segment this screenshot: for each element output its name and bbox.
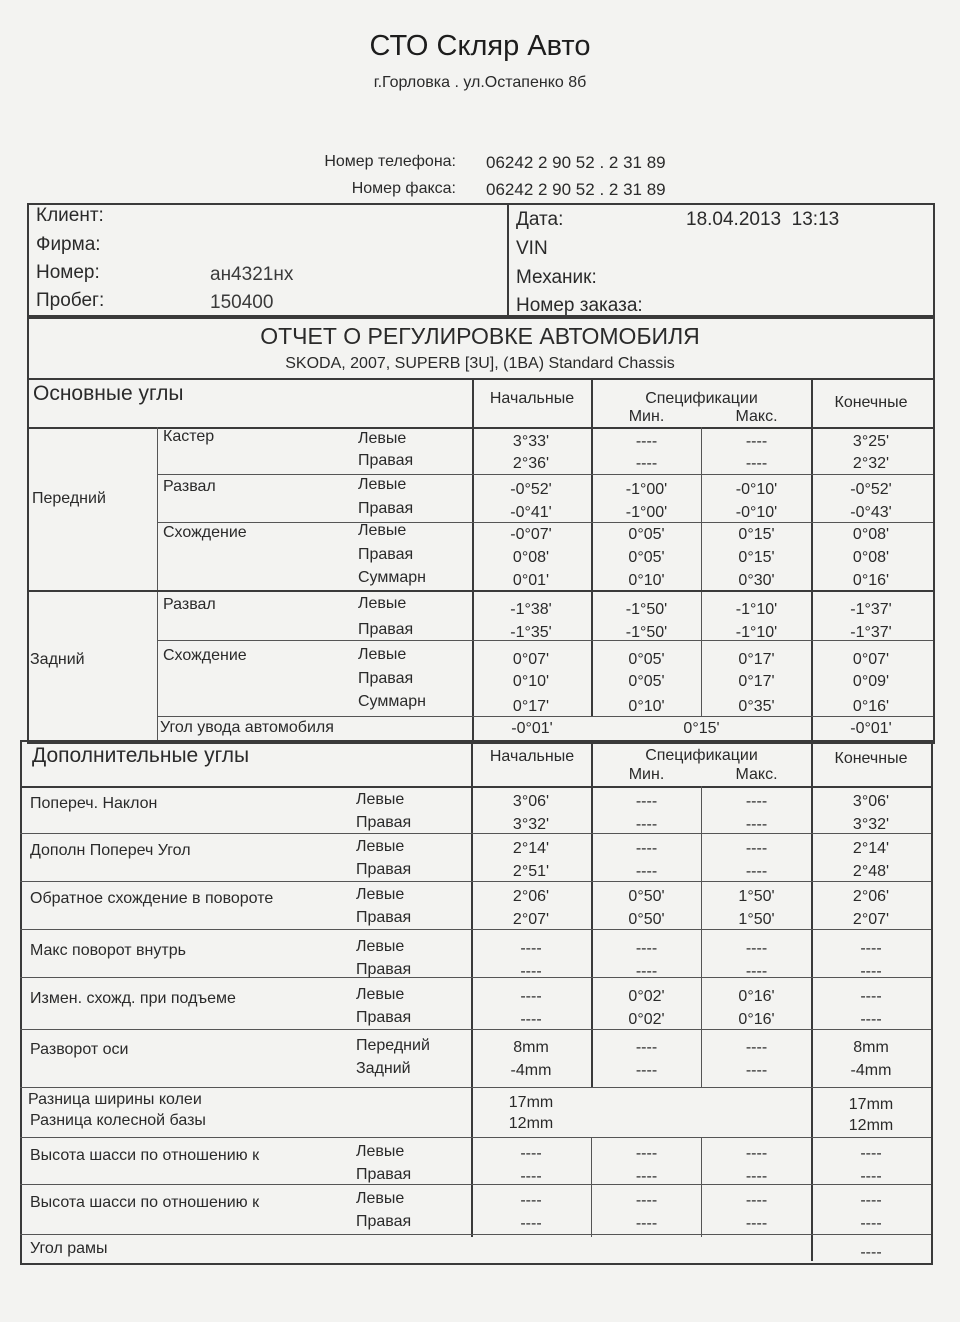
main-value-min: ---- (635, 433, 658, 450)
col-specs-header: Спецификации (645, 747, 758, 764)
date-value: 18.04.2013 13:13 (686, 209, 840, 230)
extra-value-final: ---- (860, 988, 882, 1005)
extra-value-initial: ---- (520, 1011, 542, 1028)
main-value-min: -1°50' (625, 624, 668, 641)
extra-value-final: ---- (860, 1145, 882, 1162)
side-right: Правая (358, 500, 414, 517)
toe-rear-label: Схождение (163, 647, 247, 664)
side-right: Правая (358, 546, 414, 563)
extra-value-min: ---- (635, 793, 658, 810)
main-value-min: ---- (635, 455, 658, 472)
extra-value-final: ---- (860, 940, 882, 957)
extra-value-initial: ---- (520, 1145, 542, 1162)
main-value-initial: 0°07' (512, 651, 550, 668)
side-right: Правая (356, 909, 412, 926)
extra-value-max: ---- (745, 816, 768, 833)
extra-section-title: Дополнительные углы (32, 744, 250, 767)
main-value-min: 0°10' (628, 572, 665, 589)
thrust-final: -0°01' (850, 720, 892, 737)
extra-group-label: Обратное схождение в повороте (30, 890, 274, 907)
main-value-min: -1°00' (625, 481, 668, 498)
col-final-header: Конечные (834, 394, 908, 411)
extra-value-initial: ---- (520, 963, 542, 980)
main-value-min: -1°00' (625, 504, 668, 521)
extra-value-final: ---- (860, 1215, 882, 1232)
extra-value-min: 0°50' (628, 888, 665, 905)
extra-value-initial: ---- (520, 1215, 542, 1232)
extra-value-initial: -4mm (510, 1062, 552, 1079)
extra-value-max: ---- (745, 1215, 768, 1232)
extra-value-final: 3°32' (852, 816, 890, 833)
main-value-initial: -1°38' (510, 601, 552, 618)
extra-value-min: 0°02' (628, 1011, 665, 1028)
extra-value-initial: ---- (520, 1192, 542, 1209)
extra-value-max: ---- (745, 1168, 768, 1185)
main-value-min: 0°10' (628, 698, 665, 715)
extra-value-initial: 8mm (513, 1039, 549, 1056)
extra-value-max: ---- (745, 840, 768, 857)
side-left: Левые (356, 1190, 405, 1207)
client-label: Клиент: (36, 205, 104, 226)
extra-group-label: Измен. схожд. при подъеме (30, 990, 236, 1007)
side-right: Правая (356, 961, 412, 978)
extra-value-max: 0°16' (738, 1011, 775, 1028)
extra-row-line (20, 1137, 931, 1138)
extra-value-max: ---- (745, 863, 768, 880)
main-value-final: -0°43' (850, 504, 892, 521)
main-value-initial: 0°17' (512, 698, 550, 715)
extra-value-min: ---- (635, 1215, 658, 1232)
track-final: 17mm (848, 1096, 894, 1113)
firm-label: Фирма: (36, 234, 101, 255)
main-value-final: 0°08' (852, 549, 890, 566)
side-rear: Задний (356, 1060, 411, 1077)
main-value-min: 0°05' (628, 549, 665, 566)
thrust-angle-label: Угол увода автомобиля (160, 719, 334, 736)
extra-group-label: Попереч. Наклон (30, 795, 158, 812)
extra-value-min: ---- (635, 840, 658, 857)
extra-value-final: ---- (860, 1192, 882, 1209)
main-value-final: -0°52' (850, 481, 892, 498)
extra-value-max: ---- (745, 963, 768, 980)
main-value-final: 0°09' (852, 673, 890, 690)
extra-value-min: 0°50' (628, 911, 665, 928)
mechanic-label: Механик: (516, 267, 597, 288)
thrust-initial: -0°01' (511, 720, 553, 737)
wheelbase-final: 12mm (848, 1117, 894, 1134)
wheelbase-initial: 12mm (508, 1115, 554, 1132)
extra-group-label: Дополн Попереч Угол (30, 842, 191, 859)
main-value-max: 0°15' (738, 526, 775, 543)
extra-group-label: Разворот оси (30, 1041, 129, 1058)
main-value-final: 3°25' (852, 433, 890, 450)
side-right: Правая (358, 670, 414, 687)
extra-value-initial: 2°06' (512, 888, 550, 905)
main-value-final: 2°32' (852, 455, 890, 472)
side-right: Правая (356, 1009, 412, 1026)
side-right: Правая (356, 1213, 412, 1230)
main-value-min: -1°50' (625, 601, 668, 618)
thrust-spec: 0°15' (683, 720, 720, 737)
side-total: Суммарн (358, 569, 427, 586)
extra-group-label: Макс поворот внутрь (30, 942, 186, 959)
extra-value-initial: ---- (520, 988, 542, 1005)
extra-value-min: ---- (635, 963, 658, 980)
row-line-caster (157, 474, 933, 475)
extra-value-initial: 3°06' (512, 793, 550, 810)
main-value-max: -1°10' (735, 624, 778, 641)
col-specs-header: Спецификации (645, 390, 758, 407)
main-value-initial: -0°41' (510, 504, 552, 521)
extra-value-final: ---- (860, 963, 882, 980)
extra-value-max: ---- (745, 1145, 768, 1162)
main-value-max: -1°10' (735, 601, 778, 618)
caster-label: Кастер (163, 428, 215, 445)
fax-label: Номер факса: (351, 180, 456, 197)
extra-value-final: 2°14' (852, 840, 890, 857)
frame-angle-final: ---- (860, 1244, 882, 1261)
side-right: Правая (358, 621, 414, 638)
plate-label: Номер: (36, 262, 100, 283)
col-max-header: Макс. (735, 408, 778, 425)
extra-value-min: ---- (635, 1192, 658, 1209)
plate-value: ан4321нх (210, 264, 294, 285)
side-left: Левые (356, 1143, 405, 1160)
main-value-final: 0°16' (852, 698, 890, 715)
col-min-header: Мин. (628, 766, 665, 783)
col-max-header: Макс. (735, 766, 778, 783)
extra-value-initial: ---- (520, 940, 542, 957)
fax-value: 06242 2 90 52 . 2 31 89 (486, 180, 666, 199)
main-value-max: -0°10' (735, 481, 778, 498)
extra-value-max: ---- (745, 1062, 768, 1079)
vin-label: VIN (516, 238, 548, 259)
extra-value-min: 0°02' (628, 988, 665, 1005)
extra-value-max: ---- (745, 940, 768, 957)
company-name: СТО Скляр Авто (369, 30, 591, 62)
main-value-initial: 0°01' (512, 572, 550, 589)
extra-value-max: ---- (745, 1192, 768, 1209)
extra-value-initial: 2°51' (512, 863, 550, 880)
extra-value-final: 3°06' (852, 793, 890, 810)
extra-value-max: 1°50' (738, 888, 775, 905)
rear-axle-label: Задний (30, 651, 85, 668)
extra-value-max: ---- (745, 1039, 768, 1056)
side-right: Правая (356, 1166, 412, 1183)
extra-value-min: ---- (635, 1145, 658, 1162)
main-section-title: Основные углы (33, 382, 184, 405)
side-right: Правая (356, 861, 412, 878)
track-width-label: Разница ширины колеи (28, 1091, 202, 1108)
col-initial-header: Начальные (489, 748, 575, 765)
side-total: Суммарн (358, 693, 427, 710)
date-label: Дата: (516, 209, 564, 230)
main-value-initial: 3°33' (512, 433, 550, 450)
extra-group-label: Высота шасси по отношению к (30, 1194, 260, 1211)
main-value-max: ---- (745, 455, 768, 472)
phone-label: Номер телефона: (324, 153, 456, 170)
side-left: Левые (356, 838, 405, 855)
extra-value-min: ---- (635, 940, 658, 957)
extra-value-final: ---- (860, 1168, 882, 1185)
main-header-top-line (27, 378, 933, 380)
extra-row-line (20, 1234, 931, 1235)
extra-value-final: 8mm (853, 1039, 889, 1056)
extra-value-min: ---- (635, 1168, 658, 1185)
side-left: Левые (358, 646, 407, 663)
extra-value-initial: 3°32' (512, 816, 550, 833)
extra-header-bottom-line (20, 786, 931, 788)
extra-value-final: ---- (860, 1011, 882, 1028)
main-value-max: 0°17' (738, 651, 775, 668)
main-value-final: 0°08' (852, 526, 890, 543)
extra-value-max: ---- (745, 793, 768, 810)
company-address: г.Горловка . ул.Остапенко 8б (373, 74, 587, 91)
extra-value-max: 1°50' (738, 911, 775, 928)
main-value-max: -0°10' (735, 504, 778, 521)
col-final-header: Конечные (834, 750, 908, 767)
extra-value-initial: 2°14' (512, 840, 550, 857)
main-value-initial: -1°35' (510, 624, 552, 641)
extra-value-final: -4mm (850, 1062, 892, 1079)
extra-value-min: ---- (635, 1039, 658, 1056)
toe-front-label: Схождение (163, 524, 247, 541)
mileage-label: Пробег: (36, 290, 105, 311)
extra-value-min: ---- (635, 1062, 658, 1079)
camber-front-label: Развал (163, 478, 216, 495)
side-left: Левые (358, 522, 407, 539)
wheelbase-label: Разница колесной базы (30, 1112, 206, 1129)
order-number-label: Номер заказа: (516, 295, 643, 316)
phone-value: 06242 2 90 52 . 2 31 89 (486, 153, 666, 172)
main-value-initial: 0°10' (512, 673, 550, 690)
side-left: Левые (356, 886, 405, 903)
track-initial: 17mm (508, 1094, 554, 1111)
main-value-min: 0°05' (628, 651, 665, 668)
side-right: Правая (356, 814, 412, 831)
main-value-min: 0°05' (628, 673, 665, 690)
side-left: Левые (356, 791, 405, 808)
side-right: Правая (358, 452, 414, 469)
side-left: Левые (358, 430, 407, 447)
camber-rear-label: Развал (163, 596, 216, 613)
side-front: Передний (356, 1037, 430, 1054)
client-divider (507, 205, 509, 317)
main-value-max: ---- (745, 433, 768, 450)
main-value-final: 0°16' (852, 572, 890, 589)
col-initial-header: Начальные (489, 390, 575, 407)
extra-value-final: 2°06' (852, 888, 890, 905)
vehicle-description: SKODA, 2007, SUPERB [3U], (1BA) Standard Chassis (285, 355, 675, 372)
extra-value-min: ---- (635, 863, 658, 880)
extra-value-initial: ---- (520, 1168, 542, 1185)
side-left: Левые (358, 476, 407, 493)
extra-row-line (20, 1087, 931, 1088)
main-value-final: 0°07' (852, 651, 890, 668)
main-value-max: 0°30' (738, 572, 775, 589)
extra-value-final: 2°07' (852, 911, 890, 928)
side-left: Левые (356, 986, 405, 1003)
extra-value-max: 0°16' (738, 988, 775, 1005)
side-left: Левые (356, 938, 405, 955)
side-left: Левые (358, 595, 407, 612)
col-min-header: Мин. (628, 408, 665, 425)
extra-value-final: 2°48' (852, 863, 890, 880)
mileage-value: 150400 (210, 292, 274, 313)
main-value-max: 0°35' (738, 698, 775, 715)
extra-value-initial: 2°07' (512, 911, 550, 928)
frame-angle-label: Угол рамы (30, 1240, 108, 1257)
main-value-initial: 2°36' (512, 455, 550, 472)
report-title: ОТЧЕТ О РЕГУЛИРОВКЕ АВТОМОБИЛЯ (260, 323, 700, 349)
main-value-initial: -0°07' (510, 526, 552, 543)
extra-group-label: Высота шасси по отношению к (30, 1147, 260, 1164)
main-value-min: 0°05' (628, 526, 665, 543)
front-axle-label: Передний (32, 490, 106, 507)
main-value-max: 0°17' (738, 673, 775, 690)
main-value-final: -1°37' (850, 601, 892, 618)
main-value-final: -1°37' (850, 624, 892, 641)
extra-value-min: ---- (635, 816, 658, 833)
main-value-initial: 0°08' (512, 549, 550, 566)
main-value-initial: -0°52' (510, 481, 552, 498)
main-value-max: 0°15' (738, 549, 775, 566)
